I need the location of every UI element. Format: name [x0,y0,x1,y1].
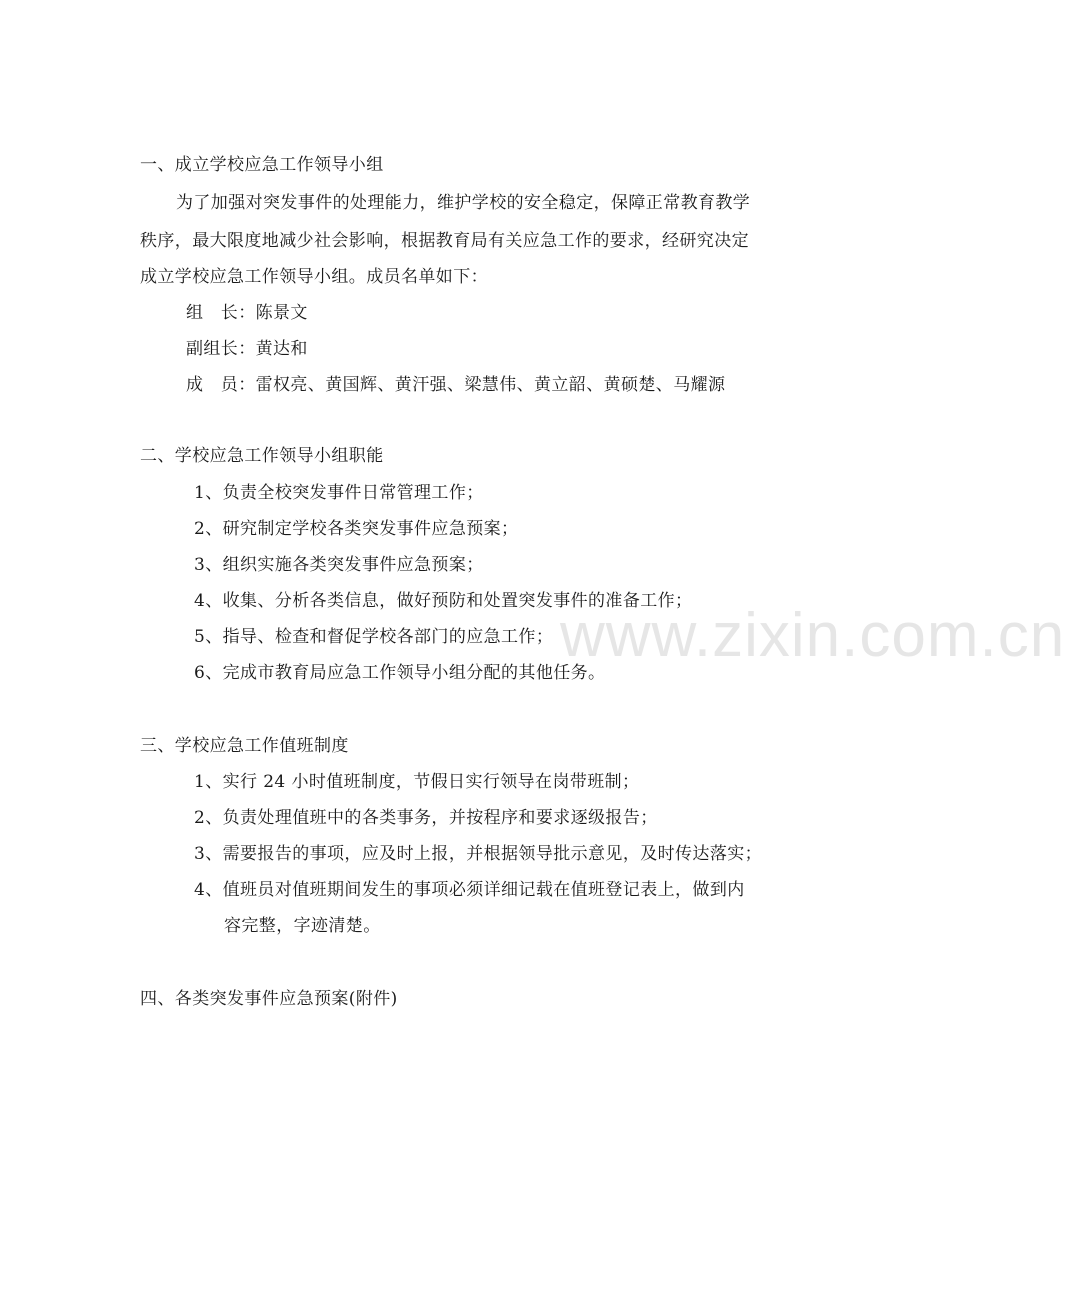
list-item: 6、完成市教育局应急工作领导小组分配的其他任务。 [194,663,606,683]
list-item: 1、实行 24 小时值班制度，节假日实行领导在岗带班制； [194,772,640,792]
paragraph-line: 秩序，最大限度地减少社会影响，根据教育局有关应急工作的要求，经研究决定 [140,231,749,251]
list-item: 3、需要报告的事项，应及时上报，并根据领导批示意见，及时传达落实； [194,844,763,864]
paragraph-line: 成立学校应急工作领导小组。成员名单如下： [140,267,488,287]
member-deputy: 副组长：黄达和 [186,339,308,359]
member-list: 成 员：雷权亮、黄国辉、黄汗强、梁慧伟、黄立韶、黄硕楚、马耀源 [186,375,726,395]
list-item: 1、负责全校突发事件日常管理工作； [194,483,484,503]
list-item-continuation: 容完整，字迹清楚。 [224,916,381,936]
watermark: www.zixin.com.cn [560,601,1065,670]
member-leader: 组 长：陈景文 [186,303,308,323]
section-heading-4: 四、各类突发事件应急预案(附件) [140,989,398,1009]
section-heading-3: 三、学校应急工作值班制度 [140,736,349,756]
section-heading-2: 二、学校应急工作领导小组职能 [140,446,384,466]
list-item: 4、收集、分析各类信息，做好预防和处置突发事件的准备工作； [194,591,693,611]
list-item: 4、值班员对值班期间发生的事项必须详细记载在值班登记表上，做到内 [194,880,745,900]
list-item: 2、负责处理值班中的各类事务，并按程序和要求逐级报告； [194,808,658,828]
paragraph-line: 为了加强对突发事件的处理能力，维护学校的安全稳定，保障正常教育教学 [176,193,751,213]
list-item: 5、指导、检查和督促学校各部门的应急工作； [194,627,554,647]
list-item: 2、研究制定学校各类突发事件应急预案； [194,519,519,539]
list-item: 3、组织实施各类突发事件应急预案； [194,555,484,575]
section-heading-1: 一、成立学校应急工作领导小组 [140,155,384,175]
